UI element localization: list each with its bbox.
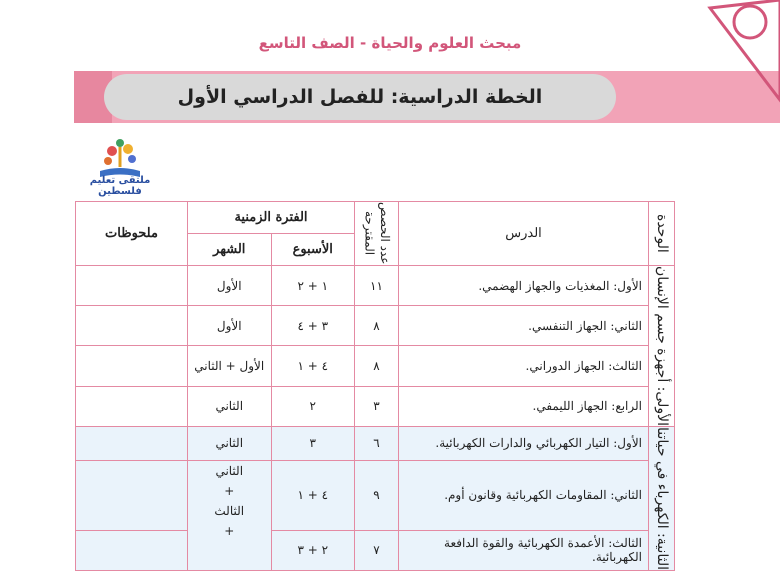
month-part: + (224, 523, 235, 538)
lesson-cell: الرابع: الجهاز الليمفي. (399, 386, 649, 426)
month-cell: الأول (188, 266, 272, 306)
header-notes: ملحوظات (76, 202, 188, 266)
month-cell: الأول (188, 306, 272, 346)
lesson-cell: الثاني: المقاومات الكهربائية وقانون أوم. (399, 460, 649, 530)
header-lesson: الدرس (399, 202, 649, 266)
month-part: الثاني (215, 463, 244, 478)
lesson-cell: الثاني: الجهاز التنفسي. (399, 306, 649, 346)
notes-cell (76, 386, 188, 426)
month-cell: الأول + الثاني (188, 346, 272, 386)
header-period: الفترة الزمنية (188, 202, 355, 234)
notes-cell (76, 306, 188, 346)
corner-decoration-icon (700, 0, 780, 110)
month-cell (188, 460, 272, 570)
notes-cell (76, 346, 188, 386)
count-cell: ٦ (355, 426, 399, 460)
notes-cell (76, 460, 188, 530)
count-cell: ٨ (355, 306, 399, 346)
header-unit: الوحدة (649, 202, 675, 266)
lesson-cell: الثالث: الأعمدة الكهربائية والقوة الدافعة الكهربائية. (399, 530, 649, 571)
week-cell: ٢ (271, 386, 355, 426)
table-row (76, 530, 675, 571)
lesson-cell: الأول: المغذيات والجهاز الهضمي. (399, 266, 649, 306)
table-row (76, 346, 675, 386)
table-row (76, 386, 675, 426)
unit-cell: الأولى: أجهزة جسم الإنسان (649, 266, 675, 427)
count-cell: ١١ (355, 266, 399, 306)
week-cell: ٣ + ٤ (271, 306, 355, 346)
notes-cell (76, 426, 188, 460)
table-row (76, 460, 675, 530)
month-cell: الثاني (188, 426, 272, 460)
week-cell: ٤ + ١ (271, 346, 355, 386)
page-title: الخطة الدراسية: للفصل الدراسي الأول (104, 74, 616, 120)
month-part: الثالث (214, 503, 245, 518)
notes-cell (76, 530, 188, 571)
table-row (76, 426, 675, 460)
header-count: عدد الحصص المقترحة (355, 202, 399, 266)
lesson-cell: الأول: التيار الكهربائي والدارات الكهربائية. (399, 426, 649, 460)
month-part: + (224, 483, 235, 498)
table-row (76, 266, 675, 306)
month-cell: الثاني (188, 386, 272, 426)
lesson-cell: الثالث: الجهاز الدوراني. (399, 346, 649, 386)
header-month: الشهر (188, 234, 272, 266)
table-row (76, 306, 675, 346)
notes-cell (76, 266, 188, 306)
count-cell: ٩ (355, 460, 399, 530)
count-cell: ٣ (355, 386, 399, 426)
study-plan-table (75, 201, 675, 571)
week-cell: ٤ + ١ (271, 460, 355, 530)
count-cell: ٨ (355, 346, 399, 386)
count-cell: ٧ (355, 530, 399, 571)
logo-text: ملتقى تعليم فلسطين (89, 175, 151, 197)
week-cell: ١ + ٢ (271, 266, 355, 306)
unit-cell: الثانية: الكهرباء في حياتنا (649, 426, 675, 570)
week-cell: ٢ + ٣ (271, 530, 355, 571)
subject-heading: مبحث العلوم والحياة - الصف التاسع (258, 34, 522, 52)
week-cell: ٣ (271, 426, 355, 460)
header-week: الأسبوع (271, 234, 355, 266)
